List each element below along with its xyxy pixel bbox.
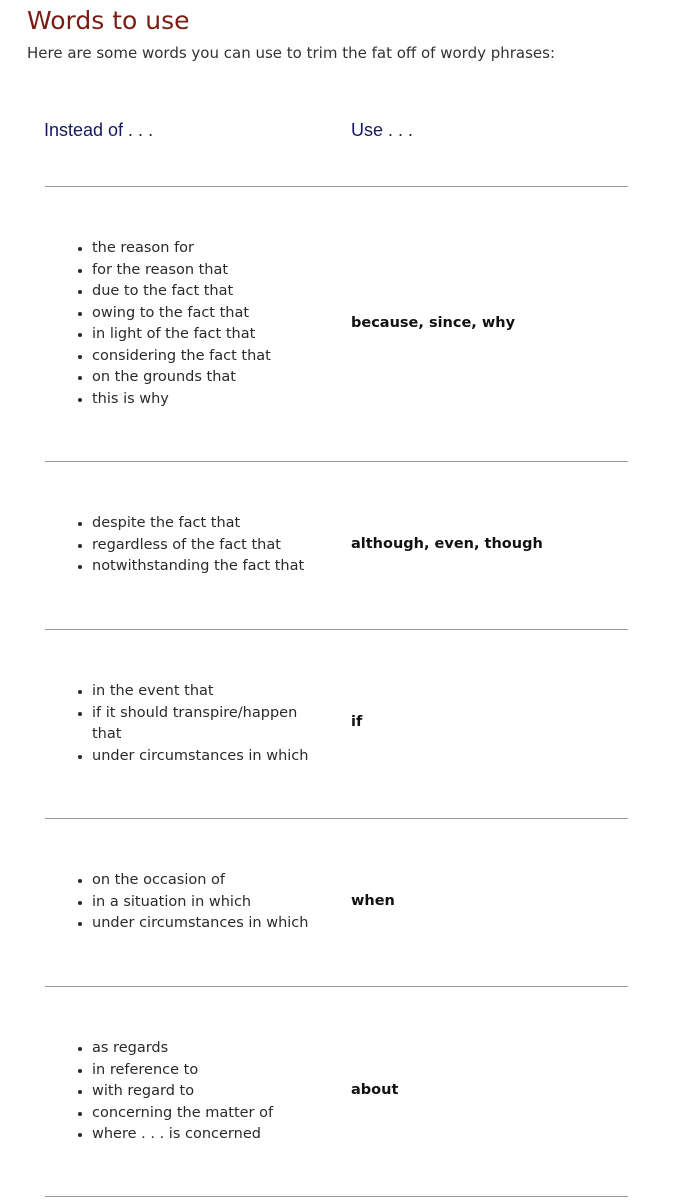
list-item: • with regard to (92, 1081, 314, 1103)
list-item: • owing to the fact that (92, 303, 314, 325)
row-divider (45, 186, 628, 187)
intro-text: Here are some words you can use to trim the fat off of wordy phrases: (27, 44, 556, 62)
replacement-word: because, since, why (351, 315, 516, 331)
phrase-list (44, 513, 314, 578)
list-item: • on the grounds that (92, 367, 314, 389)
list-item: • concerning the matter of (92, 1103, 314, 1125)
list-item: • due to the fact that (92, 281, 314, 303)
replacement-word: about (351, 1082, 399, 1098)
list-item: • under circumstances in which (92, 913, 314, 935)
phrase-list (44, 870, 314, 935)
row-divider (45, 461, 628, 462)
list-item: • notwithstanding the fact that (92, 556, 314, 578)
page-title: Words to use (27, 6, 190, 35)
list-item: • where . . . is concerned (92, 1124, 314, 1146)
phrase-list (44, 681, 314, 767)
column-header-instead: Instead of . . . (44, 120, 154, 140)
list-item: • the reason for (92, 238, 314, 260)
phrase-list (44, 238, 314, 410)
phrase-list (44, 1038, 314, 1146)
list-item: • considering the fact that (92, 346, 314, 368)
row-divider (45, 986, 628, 987)
list-item: • despite the fact that (92, 513, 314, 535)
list-item: • in a situation in which (92, 892, 314, 914)
list-item: • under circumstances in which (92, 746, 314, 768)
row-divider (45, 818, 628, 819)
row-divider (45, 629, 628, 630)
list-item: • in reference to (92, 1060, 314, 1082)
list-item: • if it should transpire/happen that (92, 703, 314, 746)
list-item: • regardless of the fact that (92, 535, 314, 557)
list-item: • in the event that (92, 681, 314, 703)
list-item: • as regards (92, 1038, 314, 1060)
list-item: • in light of the fact that (92, 324, 314, 346)
row-divider (45, 1196, 628, 1197)
replacement-word: when (351, 893, 395, 909)
list-item: • for the reason that (92, 260, 314, 282)
column-header-use: Use . . . (351, 120, 414, 140)
replacement-word: if (351, 714, 363, 730)
replacement-word: although, even, though (351, 536, 543, 552)
list-item: • on the occasion of (92, 870, 314, 892)
list-item: • this is why (92, 389, 314, 411)
